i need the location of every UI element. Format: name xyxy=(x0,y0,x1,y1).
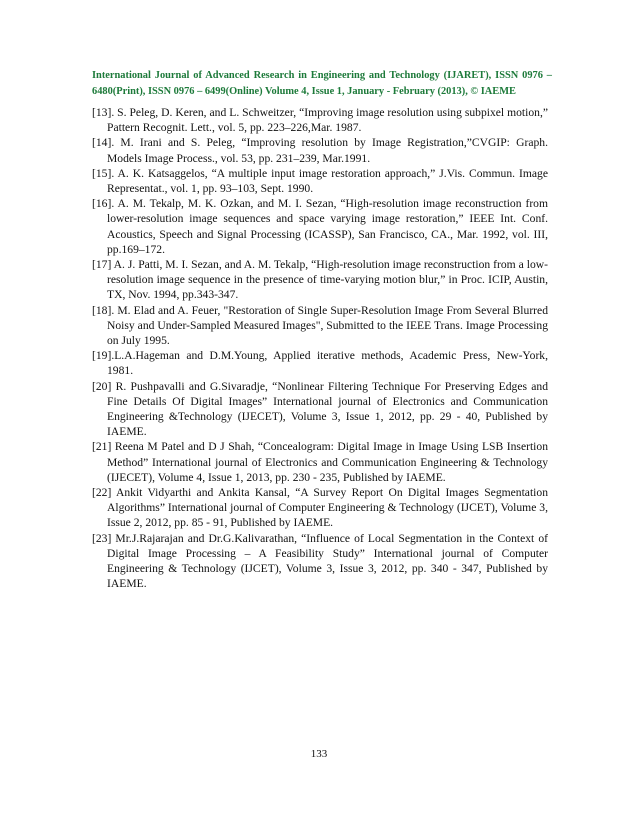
reference-item: [13]. S. Peleg, D. Keren, and L. Schweitzer, “Improving image resolution using subpixel motion,” Pattern Recognit. Lett., vol. 5, pp. 223–226,Mar. 1987. xyxy=(92,106,548,135)
reference-item: [15]. A. K. Katsaggelos, “A multiple input image restoration approach,” J.Vis. Commun. Image Representat., vol. 1, pp. 93–103, Sept. 1990. xyxy=(92,166,548,196)
reference-item: [19].L.A.Hageman and D.M.Young, Applied iterative methods, Academic Press, New-York, 1981. xyxy=(92,349,548,378)
reference-item: [22] Ankit Vidyarthi and Ankita Kansal, “A Survey Report On Digital Images Segmentation Algorithms” International journal of Computer Engineering & Technology (IJCET), Volume 3, Issue 2, 2012, pp. 85 - 91, Published by IAEME. xyxy=(92,486,548,530)
reference-list xyxy=(92,105,548,592)
reference-item: [23] Mr.J.Rajarajan and Dr.G.Kalivarathan, “Influence of Local Segmentation in the Context of Digital Image Processing – A Feasibility Study” International journal of Computer Engineering & Technology (IJCET), Volume 3, Issue 3, 2012, pp. 340 - 347, Published by IAEME. xyxy=(92,531,548,591)
reference-item: [20] R. Pushpavalli and G.Sivaradje, “Nonlinear Filtering Technique For Preserving Edges and Fine Details Of Digital Images” International journal of Electronics and Communication Engineering &Technology (IJECET), Volume 3, Issue 1, 2012, pp. 29 - 40, Published by IAEME. xyxy=(92,379,548,439)
reference-item: [18]. M. Elad and A. Feuer, "Restoration of Single Super-Resolution Image From Several Blurred Noisy and Under-Sampled Measured Images", Submitted to the IEEE Trans. Image Processing on July 1995. xyxy=(92,303,548,348)
reference-item: [16]. A. M. Tekalp, M. K. Ozkan, and M. I. Sezan, “High-resolution image reconstruction from lower-resolution image sequences and space varying image restoration,” IEEE Int. Conf. Acoustics, Speech and Signal Processing (ICASSP), San Francisco, CA., Mar. 1992, vol. III, pp.169–172. xyxy=(92,197,548,256)
reference-item: [21] Reena M Patel and D J Shah, “Concealogram: Digital Image in Image Using LSB Insertion Method” International journal of Electronics and Communication Engineering & Technology (IJECET), Volume 4, Issue 1, 2013, pp. 230 - 235, Published by IAEME. xyxy=(92,440,548,484)
page-number: 133 xyxy=(310,748,328,760)
reference-item: [17] A. J. Patti, M. I. Sezan, and A. M. Tekalp, “High-resolution image reconstruction from a low-resolution image sequence in the presence of time-varying motion blur,” in Proc. ICIP, Austin, TX, Nov. 1994, pp.343-347. xyxy=(92,258,548,302)
reference-item: [14]. M. Irani and S. Peleg, “Improving resolution by Image Registration,”CVGIP: Graph. Models Image Process., vol. 53, pp. 231–239, Mar.1991. xyxy=(92,136,548,165)
journal-header: International Journal of Advanced Research in Engineering and Technology (IJARET), ISSN 0976 – 6480(Print), ISSN 0976 – 6499(Online) Volume 4, Issue 1, January - February (2013), © IAEME xyxy=(92,70,552,97)
